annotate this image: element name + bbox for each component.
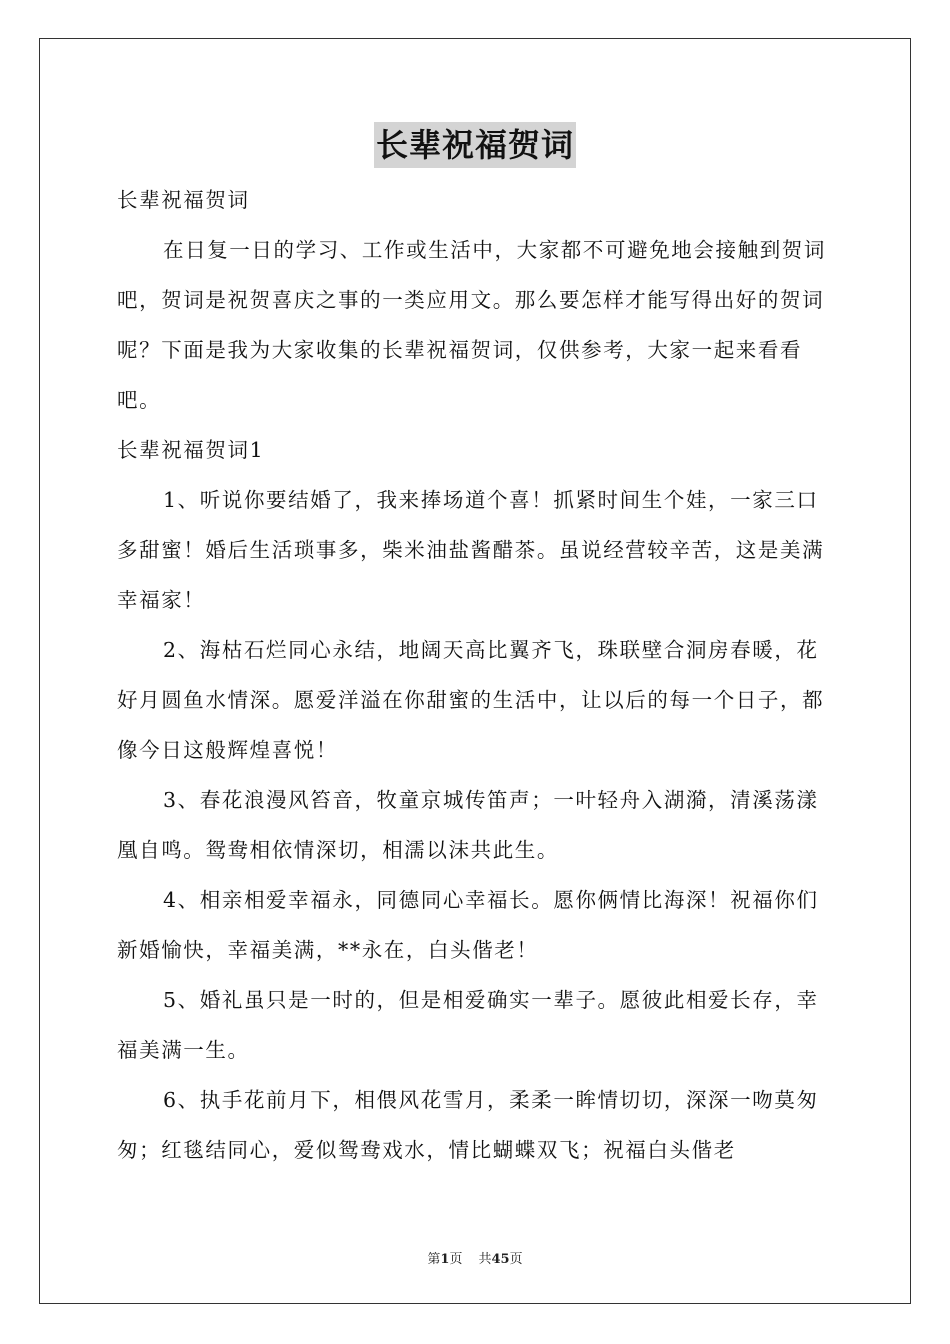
document-body (117, 175, 837, 1175)
paragraph-item-2: 2、海枯石烂同心永结，地阔天高比翼齐飞，珠联壁合洞房春暖，花好月圆鱼水情深。愿爱洋溢在你甜蜜的生活中，让以后的每一个日子，都像今日这般辉煌喜悦！ (117, 638, 825, 762)
page-suffix: 页 (449, 1252, 463, 1267)
title-container (0, 122, 950, 168)
paragraph-item-6: 6、执手花前月下，相偎风花雪月，柔柔一眸情切切，深深一吻莫匆匆；红毯结同心，爱似鸳鸯戏水，情比蝴蝶双飞；祝福白头偕老 (117, 1088, 819, 1162)
document-title: 长辈祝福贺词 (374, 122, 576, 168)
paragraph-item-5: 5、婚礼虽只是一时的，但是相爱确实一辈子。愿彼此相爱长存，幸福美满一生。 (117, 988, 819, 1062)
total-suffix: 页 (509, 1252, 523, 1267)
section-heading: 长辈祝福贺词1 (117, 438, 265, 462)
paragraph-item-4: 4、相亲相爱幸福永，同德同心幸福长。愿你俩情比海深！祝福你们新婚愉快，幸福美满，**永在，白头偕老！ (117, 888, 819, 962)
total-prefix: 共 (478, 1252, 492, 1267)
paragraph-item-1: 1、听说你要结婚了，我来捧场道个喜！抓紧时间生个娃，一家三口多甜蜜！婚后生活琐事多，柴米油盐酱醋茶。虽说经营较辛苦，这是美满幸福家！ (117, 488, 825, 612)
paragraph-intro: 在日复一日的学习、工作或生活中，大家都不可避免地会接触到贺词吧，贺词是祝贺喜庆之事的一类应用文。那么要怎样才能写得出好的贺词呢？下面是我为大家收集的长辈祝福贺词，仅供参考，大家一起来看看吧。 (117, 238, 826, 412)
total-pages: 45 (491, 1252, 510, 1267)
page-prefix: 第 (427, 1252, 441, 1267)
paragraph-subtitle: 长辈祝福贺词 (117, 188, 250, 212)
page-footer (0, 1248, 950, 1267)
page-number: 1 (440, 1252, 450, 1267)
paragraph-item-3: 3、春花浪漫风笞音，牧童京城传笛声；一叶轻舟入湖漪，清溪荡漾凰自鸣。鸳鸯相依情深切，相濡以沫共此生。 (117, 788, 819, 862)
